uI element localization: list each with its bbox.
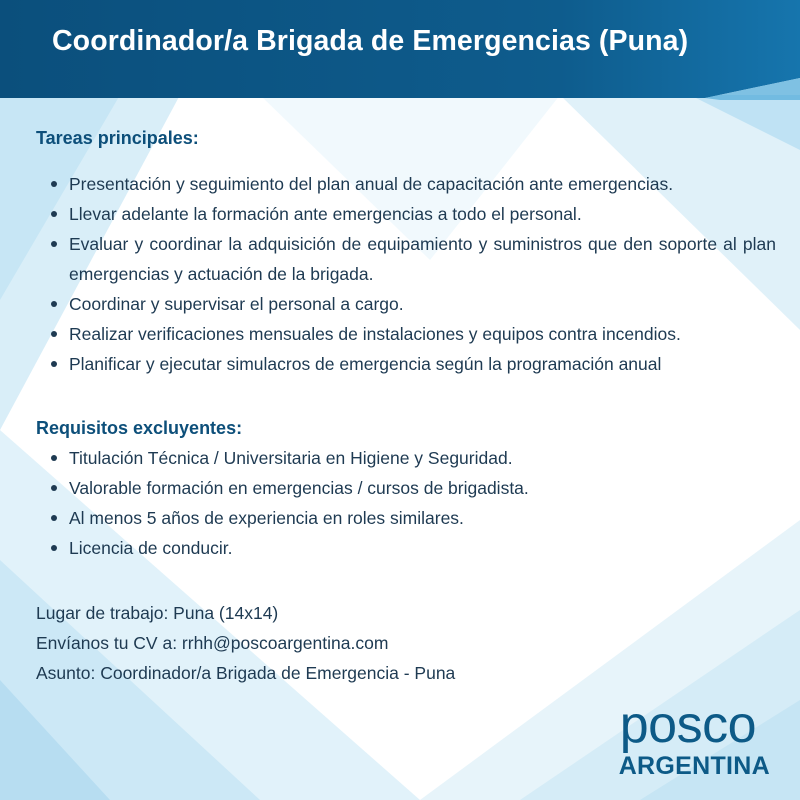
bullet-dot: [51, 361, 57, 367]
list-item: [36, 229, 776, 289]
bullet-dot: [51, 241, 57, 247]
contact-info: [36, 598, 776, 688]
list-item-text: Licencia de conducir.: [69, 538, 233, 558]
logo-country: ARGENTINA: [618, 752, 770, 780]
cv-email: Envíanos tu CV a: rrhh@poscoargentina.com: [36, 633, 389, 653]
bullet-dot: [51, 545, 57, 551]
bullet-dot: [51, 515, 57, 521]
title-banner: [0, 0, 800, 100]
posting-content: [36, 123, 776, 688]
bullet-dot: [51, 485, 57, 491]
list-item: [36, 169, 776, 199]
list-item: [36, 443, 776, 473]
list-item-text: Coordinar y supervisar el personal a cargo.: [69, 294, 404, 314]
list-item-text: Realizar verificaciones mensuales de instalaciones y equipos contra incendios.: [69, 324, 681, 344]
email-subject: Asunto: Coordinador/a Brigada de Emergencia - Puna: [36, 663, 456, 683]
list-item: [36, 199, 776, 229]
list-item: [36, 503, 776, 533]
list-item-text: Evaluar y coordinar la adquisición de equipamiento y suministros que den soporte al plan emergencias y actuación de la brigada.: [69, 234, 776, 284]
list-item: [36, 319, 776, 349]
bullet-dot: [51, 181, 57, 187]
list-item: [36, 473, 776, 503]
bullet-dot: [51, 331, 57, 337]
tasks-list: [36, 169, 776, 379]
list-item: [36, 349, 776, 379]
list-item: [36, 533, 776, 563]
bullet-dot: [51, 211, 57, 217]
list-item-text: Planificar y ejecutar simulacros de emergencia según la programación anual: [69, 354, 662, 374]
posco-argentina-logo: [618, 696, 770, 782]
page-title: Coordinador/a Brigada de Emergencias (Puna): [52, 25, 689, 57]
list-item-text: Valorable formación en emergencias / cursos de brigadista.: [69, 478, 529, 498]
requirements-heading: Requisitos excluyentes:: [36, 418, 243, 438]
work-location: Lugar de trabajo: Puna (14x14): [36, 603, 279, 623]
list-item-text: Al menos 5 años de experiencia en roles similares.: [69, 508, 464, 528]
requirements-list: [36, 443, 776, 563]
list-item-text: Llevar adelante la formación ante emergencias a todo el personal.: [69, 204, 582, 224]
logo-wordmark: posco: [619, 696, 756, 754]
bullet-dot: [51, 301, 57, 307]
tasks-heading: Tareas principales:: [36, 128, 199, 148]
bullet-dot: [51, 455, 57, 461]
list-item: [36, 289, 776, 319]
list-item-text: Presentación y seguimiento del plan anual de capacitación ante emergencias.: [69, 174, 674, 194]
list-item-text: Titulación Técnica / Universitaria en Higiene y Seguridad.: [69, 448, 513, 468]
